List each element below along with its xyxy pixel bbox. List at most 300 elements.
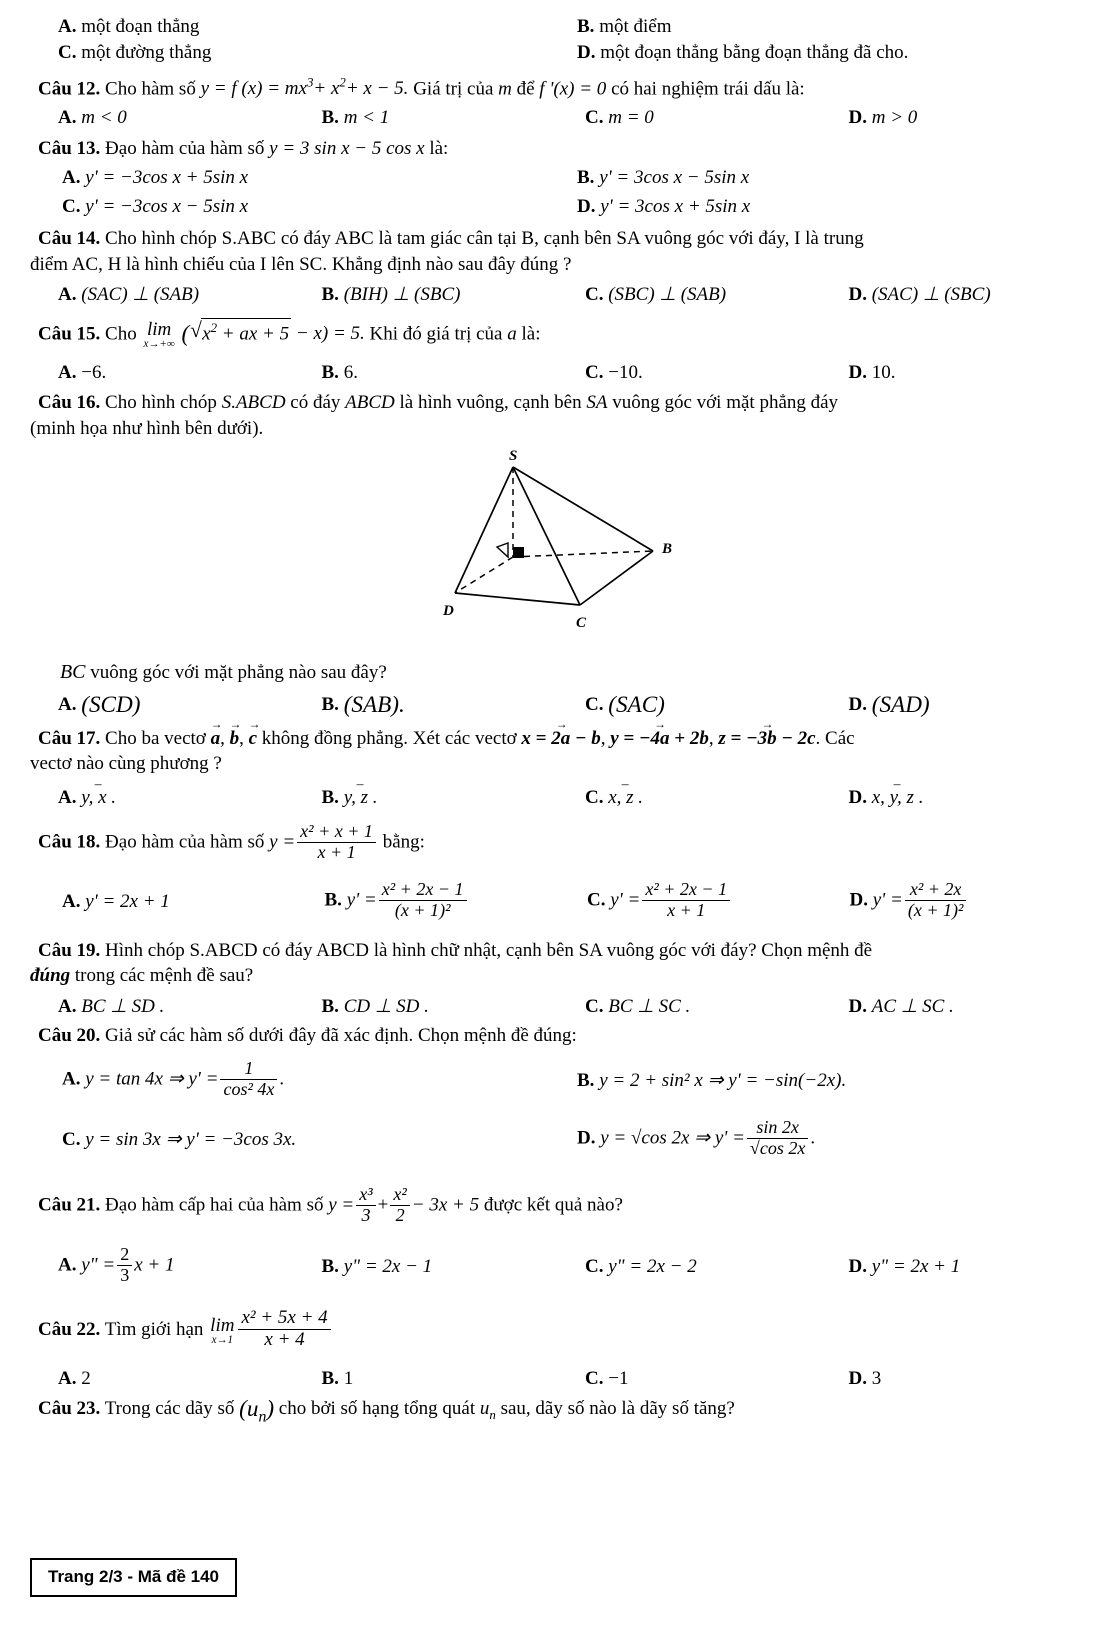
q21-stem-end: được kết quả nào? bbox=[483, 1194, 623, 1216]
q17-option-c[interactable] bbox=[585, 787, 849, 809]
question-22-options bbox=[58, 1368, 1112, 1390]
q22-option-d-text: 3 bbox=[871, 1367, 882, 1389]
q14-option-a-text: (SAC) ⊥ (SAB) bbox=[81, 284, 200, 306]
q21-option-a-letter: A. bbox=[58, 1255, 77, 1277]
q19-line-2: trong các mệnh đề sau? bbox=[74, 965, 254, 987]
q16-option-a-letter: A. bbox=[58, 693, 77, 715]
q15-option-a[interactable] bbox=[58, 362, 322, 384]
page-footer bbox=[30, 1558, 237, 1597]
q23-p1: Trong các dãy số bbox=[104, 1397, 235, 1419]
q12-fn-c: + x − 5. bbox=[345, 78, 409, 100]
q23-seq bbox=[239, 1395, 275, 1426]
q18-option-c-text: y' = bbox=[610, 890, 641, 912]
q16-line1-d: ABCD bbox=[345, 392, 395, 414]
q18-den: x + 1 bbox=[317, 841, 356, 862]
q21-option-d[interactable] bbox=[849, 1256, 1112, 1278]
q18-option-b-num: x² + 2x − 1 bbox=[379, 880, 467, 901]
question-12-stem: Cho hàm số y = f $(x) = mx^3+ x^2+ x - 5$. Giá trị của m để f '(x) = 0 có hai nghiệm trái dấu là: bbox=[105, 75, 805, 100]
q14-option-a[interactable] bbox=[58, 283, 322, 306]
q14-line-1: Cho hình chóp S.ABC có đáy ABC là tam giác cân tại B, cạnh bên SA vuông góc với đáy, I là trung bbox=[105, 228, 864, 250]
q19-line-1: Hình chóp S.ABCD có đáy ABCD là hình chữ nhật, cạnh bên SA vuông góc với đáy? Chọn mệnh đề bbox=[105, 940, 873, 962]
q16-line1-b: S.ABCD bbox=[221, 392, 286, 414]
question-15-label: Câu 15. bbox=[38, 323, 101, 345]
q16-option-c-letter: C. bbox=[585, 693, 604, 715]
question-20-options-row-2 bbox=[62, 1119, 1112, 1160]
q22-option-c[interactable] bbox=[585, 1368, 849, 1390]
q23-p5: sau, dãy số nào là dãy số tăng? bbox=[500, 1397, 735, 1419]
q15-radicand-a: x bbox=[202, 323, 211, 345]
q16-line-2: (minh họa như hình bên dưới). bbox=[30, 417, 264, 439]
question-14 bbox=[38, 226, 1112, 251]
q15-stem-end: Khi đó giá trị của bbox=[369, 323, 503, 345]
q20-option-d-tail: . bbox=[810, 1127, 816, 1149]
q22-fraction bbox=[238, 1308, 330, 1351]
question-18-label: Câu 18. bbox=[38, 831, 101, 853]
q18-option-c-fraction bbox=[642, 880, 730, 921]
q13-option-d[interactable] bbox=[577, 196, 1102, 218]
q12-option-d-letter: D. bbox=[848, 106, 867, 128]
q13-option-a-letter: A. bbox=[62, 167, 81, 189]
q17-vector-b: b → bbox=[230, 726, 240, 751]
question-16 bbox=[38, 390, 1112, 415]
question-18-options bbox=[62, 881, 1112, 922]
q12-m: m bbox=[498, 78, 512, 100]
q20-option-d-den: √cos 2x bbox=[749, 1137, 806, 1158]
option-d-letter: D. bbox=[577, 42, 596, 63]
q16-line1-a: Cho hình chóp bbox=[105, 392, 217, 414]
question-19-options bbox=[58, 995, 1112, 1018]
q22-option-d-letter: D. bbox=[848, 1367, 867, 1389]
figure-label-s: S bbox=[509, 448, 518, 465]
q17-expr-y: y = −4a + 2b → bbox=[610, 726, 709, 751]
q15-stem-end2: là: bbox=[521, 323, 541, 345]
question-18 bbox=[38, 820, 1112, 864]
q18-fraction bbox=[297, 822, 376, 863]
q17-option-a-letter: A. bbox=[58, 786, 77, 808]
q20-option-d-num: sin 2x bbox=[747, 1118, 808, 1139]
question-22-label: Câu 22. bbox=[38, 1318, 101, 1340]
question-15 bbox=[38, 318, 1112, 350]
q20-option-a-fraction bbox=[220, 1059, 277, 1100]
q18-option-b-den: (x + 1)² bbox=[394, 900, 451, 921]
q21-option-d-text: y" = 2x + 1 bbox=[871, 1255, 961, 1277]
q16-option-d-text: (SAD) bbox=[871, 691, 930, 718]
q20-option-c-text: y = sin 3x ⇒ y' = −3cos 3x. bbox=[85, 1128, 297, 1150]
question-23 bbox=[38, 1396, 1112, 1425]
question-16-options bbox=[58, 691, 1112, 718]
q18-option-b-fraction bbox=[379, 880, 467, 921]
q20-option-d[interactable] bbox=[577, 1119, 1102, 1160]
q14-option-d-text: (SAC) ⊥ (SBC) bbox=[871, 284, 991, 306]
question-17-label: Câu 17. bbox=[38, 727, 101, 749]
question-16-line2 bbox=[30, 416, 1112, 441]
question-23-label: Câu 23. bbox=[38, 1397, 101, 1419]
top-options-row-1 bbox=[58, 16, 1112, 38]
q20-option-a-text: y = tan 4x ⇒ y' = bbox=[85, 1069, 219, 1091]
q16-option-a-text: (SCD) bbox=[81, 691, 141, 718]
q19-option-d-text: AC ⊥ SC . bbox=[871, 995, 954, 1017]
q12-fn-a: y = f (x) = mx bbox=[200, 78, 307, 100]
q21-fraction-2 bbox=[390, 1185, 409, 1226]
option-c[interactable] bbox=[58, 42, 585, 64]
q15-option-b[interactable] bbox=[322, 362, 586, 384]
q15-option-a-text: −6. bbox=[81, 362, 107, 384]
q19-option-c[interactable] bbox=[585, 995, 849, 1018]
question-16-prompt bbox=[60, 659, 1112, 686]
q17-p1: Cho ba vectơ bbox=[105, 727, 206, 749]
question-20-label: Câu 20. bbox=[38, 1024, 101, 1046]
q21-option-a[interactable] bbox=[58, 1246, 322, 1287]
q16-option-a[interactable] bbox=[58, 691, 322, 718]
q21-plus: + bbox=[377, 1194, 389, 1216]
figure-label-d: D bbox=[443, 603, 454, 620]
q22-option-c-text: −1 bbox=[608, 1367, 629, 1389]
q16-option-b-letter: B. bbox=[321, 693, 339, 715]
question-21-options bbox=[58, 1246, 1112, 1287]
option-a-letter: A. bbox=[58, 16, 77, 37]
q16-option-d-letter: D. bbox=[848, 693, 867, 715]
q12-stem-b: Giá trị của bbox=[413, 78, 494, 100]
q16-line1-c: có đáy bbox=[290, 392, 341, 414]
q17-line-2: vectơ nào cùng phương ? bbox=[30, 753, 222, 775]
q16-option-d[interactable] bbox=[848, 691, 1112, 718]
q22-limit bbox=[210, 1316, 234, 1346]
top-options-row-2 bbox=[58, 42, 1112, 64]
q13-option-b-letter: B. bbox=[577, 167, 595, 189]
q18-option-c-letter: C. bbox=[587, 890, 606, 912]
q23-un bbox=[479, 1397, 496, 1422]
q17-vector-a: a → bbox=[211, 726, 221, 751]
q17-option-d-text: x, y, z . ‒ bbox=[872, 787, 924, 809]
q21-tail: − 3x + 5 bbox=[411, 1194, 480, 1216]
q22-option-d[interactable] bbox=[849, 1368, 1112, 1390]
figure-label-b: B bbox=[662, 541, 673, 558]
q19-option-a[interactable] bbox=[58, 995, 322, 1018]
q14-option-b-letter: B. bbox=[321, 284, 339, 306]
q22-limit-top: lim bbox=[210, 1314, 235, 1336]
q19-option-d[interactable] bbox=[849, 995, 1112, 1018]
q21-f2-den: 2 bbox=[395, 1204, 405, 1225]
q20-option-a-tail: . bbox=[279, 1069, 285, 1091]
q13-option-c-letter: C. bbox=[62, 196, 81, 218]
q12-option-a[interactable] bbox=[58, 107, 322, 129]
q13-option-c[interactable] bbox=[62, 196, 587, 218]
q23-un-base: u bbox=[479, 1397, 490, 1419]
q22-den: x + 4 bbox=[264, 1329, 305, 1351]
q19-option-c-text: BC ⊥ SC . bbox=[608, 995, 691, 1017]
q20-option-a[interactable] bbox=[62, 1060, 587, 1101]
q17-option-a-text: y, x . ‒ bbox=[81, 787, 116, 809]
q16-option-c-text: (SAC) bbox=[608, 691, 665, 718]
option-c-text: một đường thẳng bbox=[81, 42, 212, 63]
q19-option-d-letter: D. bbox=[848, 995, 867, 1017]
q18-num: x² + x + 1 bbox=[297, 822, 376, 843]
q15-expression: ( √ $x^2$ + ax + 5 − x) = 5. bbox=[181, 323, 364, 344]
q21-option-d-letter: D. bbox=[848, 1255, 867, 1277]
q16-prompt-text: vuông góc với mặt phẳng nào sau đây? bbox=[90, 662, 387, 684]
option-a-text: một đoạn thẳng bbox=[81, 16, 200, 37]
q12-fn-b: + x bbox=[313, 78, 340, 100]
q20-option-b-letter: B. bbox=[577, 1070, 595, 1092]
q17-option-d-letter: D. bbox=[848, 786, 867, 808]
q21-option-a-num: 2 bbox=[117, 1245, 132, 1266]
q21-option-a-den: 3 bbox=[120, 1265, 130, 1286]
q15-option-d-letter: D. bbox=[848, 362, 867, 384]
q14-option-d-letter: D. bbox=[848, 284, 867, 306]
q22-option-a-text: 2 bbox=[81, 1367, 91, 1389]
question-21-label: Câu 21. bbox=[38, 1194, 101, 1216]
q17-option-c-text: x, z . ‒ bbox=[608, 787, 643, 809]
page-footer-text: Trang 2/3 - Mã đề 140 bbox=[48, 1567, 220, 1586]
q18-option-a-letter: A. bbox=[62, 890, 81, 912]
q15-stem: Cho bbox=[105, 323, 137, 345]
q13-option-c-text: y' = −3cos x − 5sin x bbox=[85, 196, 249, 218]
q14-option-b[interactable] bbox=[322, 283, 586, 306]
question-14-options bbox=[58, 283, 1112, 306]
q16-option-b[interactable] bbox=[321, 691, 586, 718]
q22-option-b-text: 1 bbox=[343, 1367, 354, 1389]
q17-option-d[interactable] bbox=[849, 787, 1112, 809]
q20-option-d-letter: D. bbox=[577, 1127, 596, 1149]
q13-stem: Đạo hàm của hàm số bbox=[105, 137, 265, 159]
q23-p3: ) bbox=[266, 1395, 275, 1422]
option-d-text: một đoạn thẳng bằng đoạn thẳng đã cho. bbox=[600, 42, 909, 63]
q22-option-b-letter: B. bbox=[321, 1367, 339, 1389]
q15-option-b-text: 6. bbox=[343, 362, 358, 384]
q13-stem-end: là: bbox=[429, 137, 449, 159]
q12-fprime: f '(x) = 0 bbox=[539, 78, 607, 100]
q21-option-b-text: y" = 2x − 1 bbox=[343, 1255, 433, 1277]
q17-p2: không đồng phẳng. Xét các vectơ bbox=[261, 727, 517, 749]
pyramid-svg bbox=[0, 447, 1112, 659]
q18-option-b[interactable] bbox=[325, 881, 588, 922]
q21-stem: Đạo hàm cấp hai của hàm số bbox=[105, 1194, 324, 1216]
q17-p3: . Các bbox=[815, 727, 855, 749]
q18-option-d-fraction bbox=[905, 880, 967, 921]
question-13-label: Câu 13. bbox=[38, 137, 101, 159]
q20-option-b-text: y = 2 + sin² x ⇒ y' = −sin(−2x). bbox=[599, 1070, 847, 1092]
q13-option-d-letter: D. bbox=[577, 196, 596, 218]
q22-limit-bottom: x→1 bbox=[211, 1333, 234, 1346]
q15-option-d-text: 10. bbox=[871, 362, 896, 384]
q16-option-b-text: (SAB). bbox=[343, 691, 405, 718]
q20-option-c-letter: C. bbox=[62, 1128, 81, 1150]
q19-option-c-letter: C. bbox=[585, 995, 604, 1017]
question-15-options bbox=[58, 362, 1112, 384]
q18-stem: Đạo hàm của hàm số bbox=[105, 831, 265, 853]
q18-option-c[interactable] bbox=[587, 881, 850, 922]
figure-label-c: C bbox=[576, 615, 587, 632]
q13-option-b-text: y' = 3cos x − 5sin x bbox=[599, 167, 750, 189]
q12-stem-d: có hai nghiệm trái dấu là: bbox=[611, 78, 805, 100]
q16-line1-f: SA bbox=[586, 392, 608, 414]
q17-expr-z: z = −3b − 2c → bbox=[718, 726, 815, 751]
q22-stem: Tìm giới hạn bbox=[104, 1318, 204, 1340]
q21-option-b[interactable] bbox=[322, 1256, 586, 1278]
q14-option-b-text: (BIH) ⊥ (SBC) bbox=[343, 284, 461, 306]
q17-expr-x: x = 2a − b → bbox=[521, 726, 600, 751]
question-17: Câu 17. Cho ba vectơ a →, b →, c → không đồng phẳng. Xét các vectơ x = 2a − b →, y = −4a + 2b →, z = −3b − 2c →. Các bbox=[38, 726, 1112, 751]
option-b-text: một điểm bbox=[599, 16, 672, 37]
q16-option-c[interactable] bbox=[585, 691, 849, 718]
q14-option-c-text: (SBC) ⊥ (SAB) bbox=[608, 284, 727, 306]
q13-option-d-text: y' = 3cos x + 5sin x bbox=[600, 196, 751, 218]
q14-option-a-letter: A. bbox=[58, 284, 77, 306]
question-14-label: Câu 14. bbox=[38, 228, 101, 250]
q21-option-c-letter: C. bbox=[585, 1255, 604, 1277]
q20-option-a-letter: A. bbox=[62, 1069, 81, 1091]
option-c-letter: C. bbox=[58, 42, 77, 63]
q13-option-b[interactable] bbox=[577, 167, 1102, 189]
q18-option-a-text: y' = 2x + 1 bbox=[85, 890, 170, 912]
q21-option-a-tail: x + 1 bbox=[134, 1255, 175, 1277]
q22-option-c-letter: C. bbox=[585, 1367, 604, 1389]
q12-option-c-text: m = 0 bbox=[608, 106, 654, 128]
question-20-options-row-1 bbox=[62, 1060, 1112, 1101]
q18-option-d[interactable] bbox=[850, 881, 1112, 922]
q23-p4: cho bởi số hạng tổng quát bbox=[278, 1397, 476, 1419]
question-13-options-row-1 bbox=[62, 167, 1112, 189]
q19-option-a-letter: A. bbox=[58, 995, 77, 1017]
q17-option-b[interactable] bbox=[322, 787, 586, 809]
q17-option-a[interactable] bbox=[58, 787, 322, 809]
q22-option-b[interactable] bbox=[322, 1368, 586, 1390]
q12-option-b[interactable] bbox=[322, 107, 586, 129]
option-b-letter: B. bbox=[577, 16, 595, 37]
question-19-label: Câu 19. bbox=[38, 940, 101, 962]
q21-fraction-1 bbox=[356, 1185, 375, 1226]
q17-option-b-letter: B. bbox=[321, 786, 339, 808]
q12-option-c[interactable] bbox=[585, 107, 849, 129]
q18-option-d-den: (x + 1)² bbox=[907, 900, 964, 921]
q15-limit-bottom: x→+∞ bbox=[143, 338, 175, 351]
q21-f1-num: x³ bbox=[356, 1185, 375, 1206]
q20-option-d-fraction bbox=[747, 1118, 808, 1159]
q23-un-sub: n bbox=[489, 1406, 496, 1422]
q12-option-a-text: m < 0 bbox=[81, 106, 127, 128]
q19-option-b-text: CD ⊥ SD . bbox=[343, 995, 429, 1017]
q18-option-b-letter: B. bbox=[324, 890, 342, 912]
q14-option-d[interactable] bbox=[849, 283, 1112, 306]
q18-option-b-text: y' = bbox=[346, 890, 377, 912]
q15-expr-rest: − x) = 5. bbox=[295, 323, 365, 345]
q20-option-c[interactable] bbox=[62, 1128, 587, 1151]
question-12-label: Câu 12. bbox=[38, 78, 101, 100]
q18-option-c-num: x² + 2x − 1 bbox=[642, 880, 730, 901]
q15-limit bbox=[143, 320, 174, 350]
q18-option-c-den: x + 1 bbox=[667, 900, 706, 921]
q21-f2-num: x² bbox=[390, 1185, 409, 1206]
q15-a-var: a bbox=[507, 323, 517, 345]
q15-option-c[interactable] bbox=[585, 362, 849, 384]
q18-option-d-num: x² + 2x bbox=[905, 880, 967, 901]
q12-option-d-text: m > 0 bbox=[871, 106, 918, 128]
q21-option-a-fraction bbox=[117, 1245, 132, 1286]
q21-option-a-text: y" = bbox=[81, 1255, 116, 1277]
q17-vector-c: c → bbox=[249, 726, 257, 751]
q12-stem-c: để bbox=[516, 78, 535, 100]
question-13-options-row-2 bbox=[62, 196, 1112, 218]
question-17-line2 bbox=[30, 751, 1112, 776]
q15-limit-top: lim bbox=[146, 319, 172, 341]
q12-option-d[interactable] bbox=[849, 107, 1112, 129]
q19-option-b[interactable] bbox=[322, 995, 586, 1018]
q18-option-a[interactable] bbox=[62, 891, 325, 913]
q17-option-c-letter: C. bbox=[585, 786, 604, 808]
q15-radicand-b: + ax + 5 bbox=[221, 323, 290, 345]
question-12-options bbox=[58, 107, 1112, 129]
q23-p2-sub: n bbox=[258, 1408, 267, 1426]
q20-option-b[interactable] bbox=[577, 1069, 1102, 1092]
q19-emphasis: đúng bbox=[30, 965, 71, 987]
option-b[interactable] bbox=[577, 16, 1104, 38]
figure-pyramid-sabcd bbox=[0, 447, 1112, 659]
question-17-options bbox=[58, 787, 1112, 809]
question-16-label: Câu 16. bbox=[38, 392, 101, 414]
q21-option-b-letter: B. bbox=[321, 1255, 339, 1277]
question-14-line2 bbox=[30, 252, 1112, 277]
q14-line-2: điểm AC, H là hình chiếu của I lên SC. Khẳng định nào sau đây đúng ? bbox=[30, 253, 572, 275]
q12-stem-a: Cho hàm số bbox=[105, 78, 196, 100]
question-22 bbox=[38, 1309, 1112, 1352]
question-13 bbox=[38, 136, 1112, 161]
q18-option-d-letter: D. bbox=[849, 890, 868, 912]
q20-option-a-num: 1 bbox=[220, 1059, 277, 1080]
q15-option-b-letter: B. bbox=[321, 362, 339, 384]
q15-option-c-text: −10. bbox=[608, 362, 643, 384]
question-19-line2 bbox=[30, 963, 1112, 988]
q22-option-a[interactable] bbox=[58, 1368, 322, 1390]
q21-option-c[interactable] bbox=[585, 1256, 849, 1278]
q13-option-a-text: y' = −3cos x + 5sin x bbox=[85, 167, 249, 189]
q21-y: y = bbox=[328, 1194, 355, 1216]
q15-option-c-letter: C. bbox=[585, 362, 604, 384]
question-20 bbox=[38, 1023, 1112, 1048]
q21-option-c-text: y" = 2x − 2 bbox=[608, 1255, 697, 1277]
option-d[interactable] bbox=[577, 42, 1104, 64]
q13-function: y = 3 sin x − 5 cos x bbox=[269, 137, 425, 159]
q22-option-a-letter: A. bbox=[58, 1367, 77, 1389]
q20-option-a-den: cos² 4x bbox=[223, 1079, 275, 1100]
q23-p2: (u bbox=[239, 1395, 259, 1422]
q18-y: y = bbox=[269, 831, 296, 853]
question-12 bbox=[38, 74, 1112, 102]
q18-option-d-text: y' = bbox=[872, 890, 903, 912]
q12-option-a-letter: A. bbox=[58, 106, 77, 128]
q18-stem-end: bằng: bbox=[382, 831, 425, 853]
q17-option-b-text: y, z . ‒ bbox=[344, 787, 378, 809]
option-a[interactable] bbox=[58, 16, 585, 38]
q19-option-a-text: BC ⊥ SD . bbox=[81, 995, 165, 1017]
q16-line1-g: vuông góc với mặt phẳng đáy bbox=[612, 392, 839, 414]
q14-option-c-letter: C. bbox=[585, 284, 604, 306]
q13-option-a[interactable] bbox=[62, 167, 587, 189]
q21-f1-den: 3 bbox=[361, 1204, 371, 1225]
q16-line1-e: là hình vuông, cạnh bên bbox=[399, 392, 582, 414]
question-19 bbox=[38, 938, 1112, 963]
q12-option-b-letter: B. bbox=[321, 106, 339, 128]
q20-stem: Giả sử các hàm số dưới đây đã xác định. Chọn mệnh đề đúng: bbox=[105, 1024, 577, 1046]
q12-option-c-letter: C. bbox=[585, 106, 604, 128]
question-21 bbox=[38, 1183, 1112, 1227]
q12-option-b-text: m < 1 bbox=[343, 106, 390, 128]
q15-option-d[interactable] bbox=[849, 362, 1112, 384]
q16-prompt-head: BC bbox=[60, 661, 86, 684]
q15-option-a-letter: A. bbox=[58, 362, 77, 384]
q14-option-c[interactable] bbox=[585, 283, 849, 306]
q19-option-b-letter: B. bbox=[321, 995, 339, 1017]
q22-num: x² + 5x + 4 bbox=[238, 1308, 330, 1330]
